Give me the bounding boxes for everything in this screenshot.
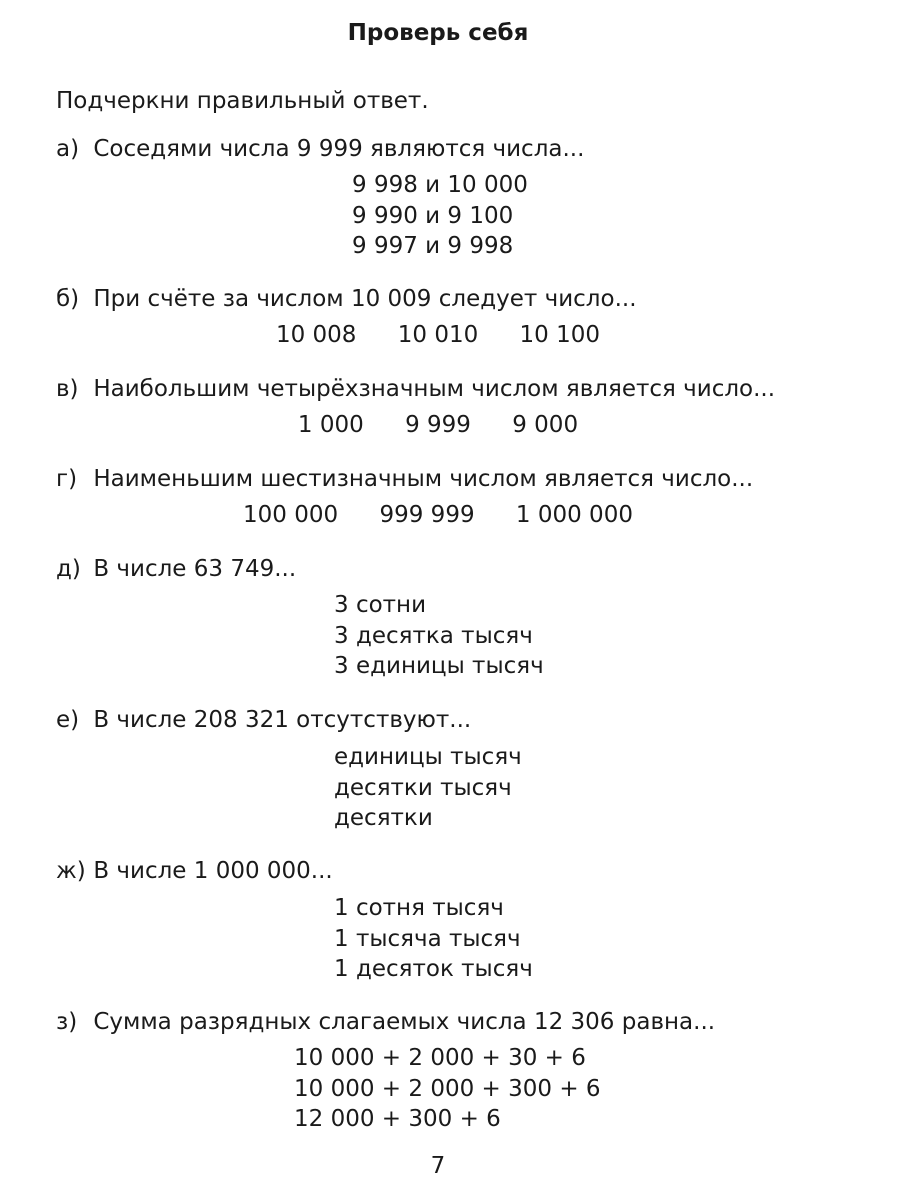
question-letter: д) <box>56 556 81 582</box>
question-g-options <box>0 502 876 528</box>
answer-option[interactable]: 10 100 <box>519 322 601 348</box>
answer-option[interactable]: 1 000 <box>297 412 364 438</box>
question-e <box>56 707 471 733</box>
answer-option[interactable]: 1 тысяча тысяч <box>334 925 521 952</box>
question-d-options <box>334 590 544 682</box>
answer-option[interactable]: 10 000 + 2 000 + 300 + 6 <box>294 1075 601 1102</box>
question-v <box>56 376 775 402</box>
question-text: В числе 1 000 000... <box>93 858 333 884</box>
question-a-options <box>352 170 528 262</box>
page-title: Проверь себя <box>347 20 529 46</box>
answer-option[interactable]: 3 сотни <box>334 592 427 618</box>
answer-option[interactable]: единицы тысяч <box>334 744 522 770</box>
question-z <box>56 1009 715 1035</box>
question-e-options <box>334 742 522 834</box>
answer-option[interactable]: 10 000 + 2 000 + 30 + 6 <box>294 1045 586 1071</box>
question-d <box>56 556 296 582</box>
question-v-options <box>0 412 876 438</box>
answer-option[interactable]: 9 990 и 9 100 <box>352 202 514 229</box>
answer-option[interactable]: 10 010 <box>397 322 479 348</box>
question-b-options <box>0 322 876 348</box>
question-letter: а) <box>56 136 80 162</box>
question-letter: ж) <box>56 858 86 884</box>
answer-option[interactable]: 9 997 и 9 998 <box>352 233 514 259</box>
question-letter: в) <box>56 376 79 402</box>
question-g <box>56 466 753 492</box>
question-letter: г) <box>56 466 78 492</box>
answer-option[interactable]: 1 сотня тысяч <box>334 895 504 921</box>
question-zh-options <box>334 893 533 985</box>
page-number: 7 <box>430 1153 446 1179</box>
answer-option[interactable]: 9 998 и 10 000 <box>352 172 528 198</box>
answer-option[interactable]: 3 единицы тысяч <box>334 653 544 679</box>
question-text: Наибольшим четырёхзначным числом является число... <box>93 376 776 402</box>
question-text: Наименьшим шестизначным числом является число... <box>93 466 754 492</box>
question-text: Соседями числа 9 999 являются числа... <box>93 136 585 162</box>
answer-option[interactable]: 9 000 <box>512 412 579 438</box>
answer-option[interactable]: 100 000 <box>243 502 339 528</box>
answer-option[interactable]: десятки <box>334 805 433 831</box>
question-z-options <box>294 1043 601 1135</box>
answer-option[interactable]: 9 999 <box>405 412 471 438</box>
question-a <box>56 136 584 162</box>
question-text: В числе 208 321 отсутствуют... <box>93 707 472 733</box>
question-letter: б) <box>56 286 80 312</box>
question-b <box>56 286 637 312</box>
instruction: Подчеркни правильный ответ. <box>56 88 429 114</box>
question-zh <box>56 858 333 884</box>
answer-option[interactable]: 3 десятка тысяч <box>334 622 533 649</box>
question-letter: е) <box>56 707 80 733</box>
answer-option[interactable]: 10 008 <box>275 322 357 348</box>
answer-option[interactable]: десятки тысяч <box>334 774 512 801</box>
answer-option[interactable]: 1 десяток тысяч <box>334 956 533 982</box>
answer-option[interactable]: 999 999 <box>379 502 475 528</box>
question-text: Сумма разрядных слагаемых числа 12 306 равна... <box>93 1009 716 1035</box>
question-letter: з) <box>56 1009 78 1035</box>
answer-option[interactable]: 12 000 + 300 + 6 <box>294 1106 501 1132</box>
answer-option[interactable]: 1 000 000 <box>515 502 633 528</box>
question-text: При счёте за числом 10 009 следует число... <box>93 286 637 312</box>
question-text: В числе 63 749... <box>93 556 297 582</box>
